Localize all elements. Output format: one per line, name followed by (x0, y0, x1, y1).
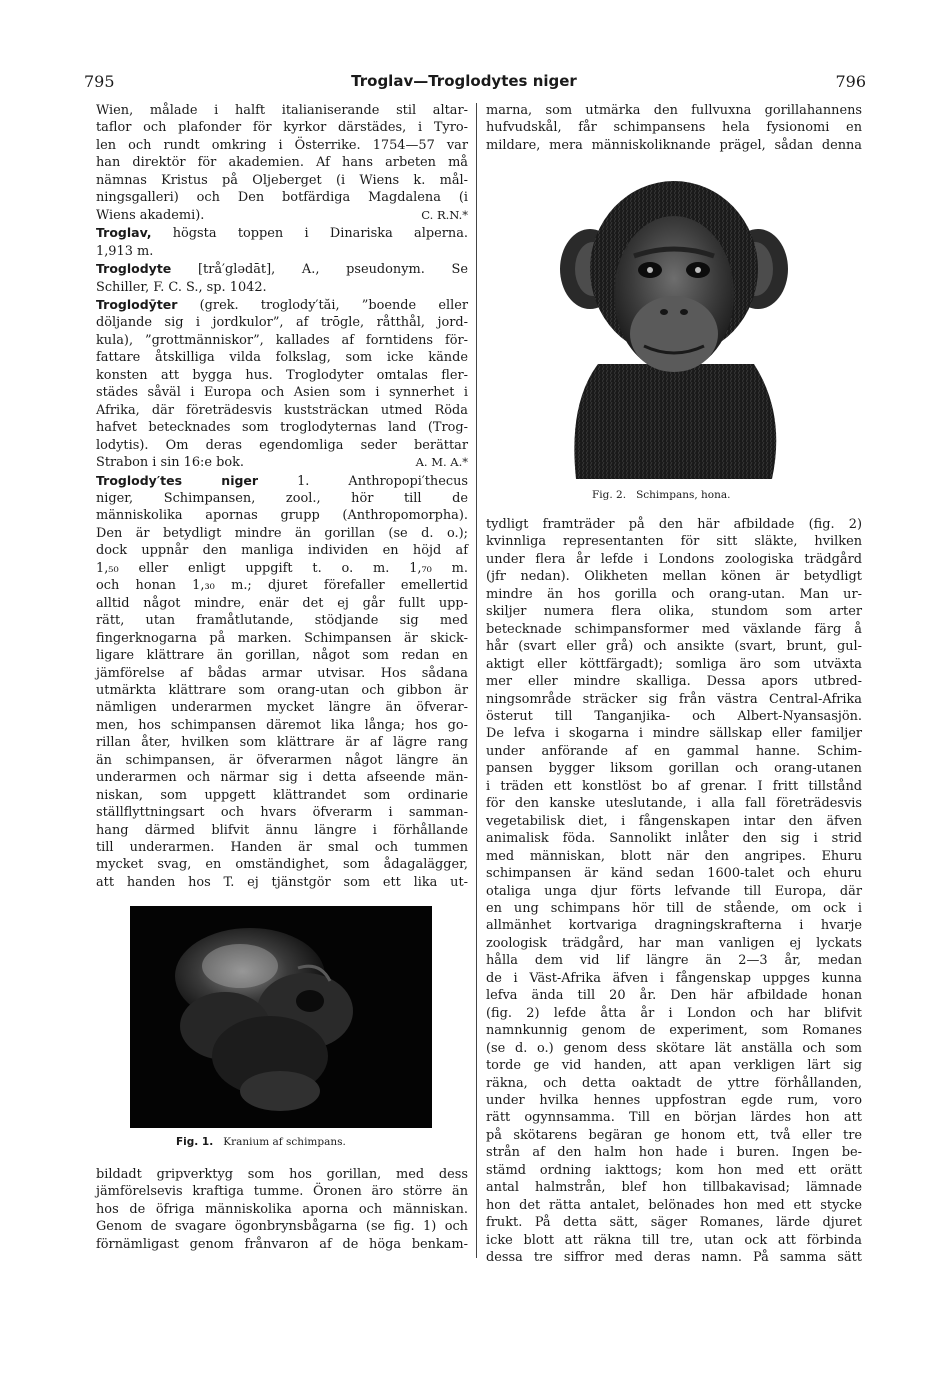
text-line: niger, Schimpansen, zool., hör till de (96, 490, 468, 506)
text-line: att handen hos T. ej tjänstgör som ett lika ut- (96, 874, 468, 890)
text-line: under anförande af en gammal hanne. Schim- (486, 743, 862, 759)
text-line: jämförelse af bådas armar utvisar. Hos sådana (96, 665, 468, 681)
headword: Troglav, (96, 225, 152, 241)
text-line: (se d. o.) genom dess skötare lät anställa och som (486, 1040, 862, 1056)
text-line: allmänhet kortvariga dragningskrafterna i hvarje (486, 918, 862, 934)
text-line: hålla dem vid lif längre än 2—3 år, medan (486, 953, 862, 969)
text-line: Afrika, där företrädesvis kuststräckan utmed Röda (96, 402, 468, 418)
page-number-right: 796 (835, 72, 866, 91)
text-line: österut till Tanganjika- och Albert-Nyansasjön. (486, 708, 862, 724)
text-line: dock uppnår den manliga individen en höjd af (96, 543, 468, 559)
text-line: fattare åtskilliga vilda folkslag, som icke kände (96, 350, 468, 366)
text-line: konsten att bygga hus. Troglodyter omtalas fler- (96, 367, 468, 383)
text-line: en ung schimpans hör till de stående, om ock i (486, 900, 862, 916)
text-line: rätt, utan framåtlutande, stödjande sig med (96, 613, 468, 629)
page-number-left: 795 (84, 72, 115, 91)
text-line: lefva ända till 20 år. Den här afbildade honan (486, 988, 862, 1004)
text-line: namnkunnig genom de experiment, som Romanes (486, 1023, 862, 1039)
text-line: städes såväl i Europa och Asien som i synnerhet i (96, 385, 468, 401)
text-line: skiljer numera flera olika, stundom som arter (486, 604, 862, 620)
figure-1-skull-photo (130, 906, 432, 1128)
entry-troglodytes-niger: Troglody′tes niger 1. Anthropopi′thecus (96, 472, 469, 489)
text-line: kvinnliga representanten för sitt släkte, hvilken (486, 534, 862, 550)
text-line: alltid något mindre, enär det ej går fullt upp- (96, 595, 468, 611)
chimpanzee-head-image (558, 174, 790, 484)
text-line (96, 454, 468, 471)
text-line: dessa tre siffror med deras namn. På samma sätt (486, 1250, 862, 1266)
text-line: han direktör för akademien. Af hans arbeten må (96, 155, 468, 171)
figure-2-label: Fig. 2. (592, 489, 627, 501)
text-line: taflor och plafonder för kyrkor därstädes, i Tyro- (96, 120, 468, 136)
text-line: zoologisk trädgård, har man vanligen ej lyckats (486, 935, 862, 951)
text-line: (jfr nedan). Olikheten mellan könen är betydligt (486, 569, 862, 585)
text-line: på skötarens begäran ge honom ett, två eller tre (486, 1127, 862, 1143)
headword: Troglodyte (96, 261, 172, 277)
text-line: nämligen underarmen mycket längre än öfverar- (96, 700, 468, 716)
text-line: ligare klättrare än gorillan, något som redan en (96, 648, 468, 664)
left-column (96, 102, 468, 891)
text-line: len och rundt omkring i Österrike. 1754—57 var (96, 137, 468, 153)
text-line: förnämligast genom frånvaron af de höga benkam- (96, 1236, 468, 1252)
text-line: hon det rätta antalet, belönades hon med ett stycke (486, 1197, 862, 1213)
text-line: kula), ”grottmänniskor”, kallades af forntidens för- (96, 332, 468, 348)
text-line: och honan 1,₃₀ m.; djuret förefaller emellertid (96, 578, 468, 594)
text-line: hos de öfriga människolika aporna och människan. (96, 1201, 468, 1217)
right-column-body (486, 516, 862, 1266)
text-line: under flera år lefde i Londons zoologiska trädgård (486, 551, 862, 567)
entry-troglav: Troglav, högsta toppen i Dinariska alperna. (96, 225, 468, 242)
figure-2-caption (592, 489, 730, 501)
figure-1-label: Fig. 1. (176, 1136, 214, 1148)
text-line: strån af den halm hon hade i buren. Ingen be- (486, 1145, 862, 1161)
text-line: de i Väst-Afrika äfven i fångenskap uppges kunna (486, 970, 862, 986)
text-line: mycket svag, en omständighet, som ådagalägger, (96, 857, 468, 873)
text-line: antal halmstrån, blef hon tillbakavisad; lämnade (486, 1180, 862, 1196)
text-line: mindre än hos gorilla och orang-utan. Man ur- (486, 586, 862, 602)
page-header (0, 72, 928, 94)
text-line: jämförelsevis kraftiga tumme. Öronen äro större än (96, 1184, 468, 1200)
text-line: otaliga unga djur förts lefvande till Europa, där (486, 883, 862, 899)
text-line: aktigt eller köttfärgadt); somliga äro som utväxta (486, 656, 862, 672)
text-line: fingerknogarna på marken. Schimpansen är skick- (96, 630, 468, 646)
text-line: pansen bygger liksom gorillan och orang-utanen (486, 761, 862, 777)
right-column-top (486, 102, 862, 154)
text-line: hang därmed blifvit ännu längre i förhållande (96, 822, 468, 838)
headword: Troglody′tes niger (96, 472, 259, 488)
text-line: (fig. 2) lefde åtta år i London och har blifvit (486, 1005, 862, 1021)
text-line: döljande sig i jordkulor”, af trōgle, råtthål, jord- (96, 315, 468, 331)
text-line: lodytis). Om deras egendomliga seder berättar (96, 437, 468, 453)
headword: Troglodȳter (96, 296, 178, 312)
text-line: under hvilka hennes uppfostran egde rum, voro (486, 1092, 862, 1108)
text-line: människolika apornas grupp (Anthropomorpha). (96, 508, 468, 524)
text-line: Schiller, F. C. S., sp. 1042. (96, 279, 267, 295)
text-line: rillan åter, hvilken som klättrare är af lägre rang (96, 735, 468, 751)
text-line: niskan, som uppgett klättrandet som ordinarie (96, 787, 468, 803)
text-line: animalisk föda. Sannolikt inlåter den sig i strid (486, 831, 862, 847)
figure-2-text: Schimpans, hona. (636, 489, 731, 501)
text-line: med människan, blott när den angripes. Ehuru (486, 848, 862, 864)
text-line: bildadt gripverktyg som hos gorillan, med dess (96, 1167, 468, 1182)
text-line: än schimpansen, är öfverarmen något längre än (96, 752, 468, 768)
text-line: stämd ordning iakttogs; kom hon med ett orätt (486, 1162, 862, 1178)
text-line: men, hos schimpansen däremot lika långa; hos go- (96, 717, 468, 733)
column-divider (476, 103, 477, 1258)
text-line: Genom de svagare ögonbrynsbågarna (se fig. 1) och (96, 1219, 468, 1235)
text-line: Wien, målade i halft italianiserande stil altar- (96, 103, 468, 118)
text-line: räkna, och detta oaktadt de yttre förhållanden, (486, 1075, 862, 1091)
text-line: rätt ogynnsamma. Till en början lärdes hon att (486, 1110, 862, 1126)
text-line: ningsgalleri) och Den botfärdiga Magdalena (i (96, 190, 468, 206)
text-line: utmärkta klättrare som orang-utan och gibbon är (96, 682, 468, 698)
text-line: icke blott att räkna till tre, utan ock att förbinda (486, 1232, 862, 1248)
text-line: nämnas Kristus på Oljeberget (i Wiens k. mål- (96, 172, 468, 188)
text-line: 1,₅₀ eller enligt uppgift t. o. m. 1,₇₀ m. (96, 560, 468, 576)
text-line: marna, som utmärka den fullvuxna gorillahannens (486, 103, 862, 118)
text-line: mer eller mindre skalliga. Dessa apors utbred- (486, 674, 862, 690)
skull-illustration (130, 906, 432, 1128)
text-line: torde ge vid handen, att apan verkligen lärt sig (486, 1058, 862, 1074)
text-line: hår (svart eller grå) och ansikte (svart, brunt, gul- (486, 639, 862, 655)
entry-troglodyte: Troglodyte [trå′glədāt], A., pseudonym. Se (96, 261, 468, 278)
text-line: 1,913 m. (96, 243, 154, 259)
text-line: till underarmen. Handen är smal och tummen (96, 840, 468, 856)
text-line: tydligt framträder på den här afbildade (fig. 2) (486, 517, 862, 532)
text-line: frukt. På detta sätt, säger Romanes, lärde djuret (486, 1215, 862, 1231)
running-title: Troglav—Troglodytes niger (351, 72, 577, 90)
author-signature: C. R.N.* (421, 207, 468, 222)
text-line: underarmen och närmar sig i detta afseende män- (96, 770, 468, 786)
text-line: schimpansen är känd sedan 1600-talet och ehuru (486, 866, 862, 882)
text-line: för den kanske uteslutande, i alla fall företrädesvis (486, 796, 862, 812)
text-line: hafvet betecknades som troglodyternas land (Trog- (96, 420, 468, 436)
text-line: betecknade schimpansformer med växlande färg å (486, 621, 862, 637)
text-line: mildare, mera människoliknande prägel, sådan denna (486, 137, 862, 153)
figure-1-text: Kranium af schimpans. (223, 1136, 346, 1148)
left-column-continued (96, 1166, 468, 1253)
text-line (96, 207, 468, 224)
text-line: ningsområde sträcker sig från västra Central-Afrika (486, 691, 862, 707)
text-line: Den är betydligt mindre än gorillan (se d. o.); (96, 525, 468, 541)
text-line: vegetabilisk diet, i fångenskapen intar den äfven (486, 813, 862, 829)
entry-troglodyter: Troglodȳter (grek. troglody′tăi, ”boende eller (96, 296, 468, 313)
figure-1-caption (176, 1136, 346, 1148)
text-line: hufvudskål, får schimpansens hela fysionomi en (486, 120, 862, 136)
text-line: i träden ett konstlöst bo af grenar. I fritt tillstånd (486, 778, 862, 794)
text-line-body: Wiens akademi). (96, 207, 205, 223)
figure-2-chimpanzee-illustration (558, 174, 790, 484)
text-line: ställflyttningsart och hvars öfverarm i samman- (96, 805, 468, 821)
text-line: De lefva i skogarna i mindre sällskap eller familjer (486, 726, 862, 742)
author-signature: A. M. A.* (415, 455, 468, 470)
text-line-body: Strabon i sin 16:e bok. (96, 455, 245, 471)
